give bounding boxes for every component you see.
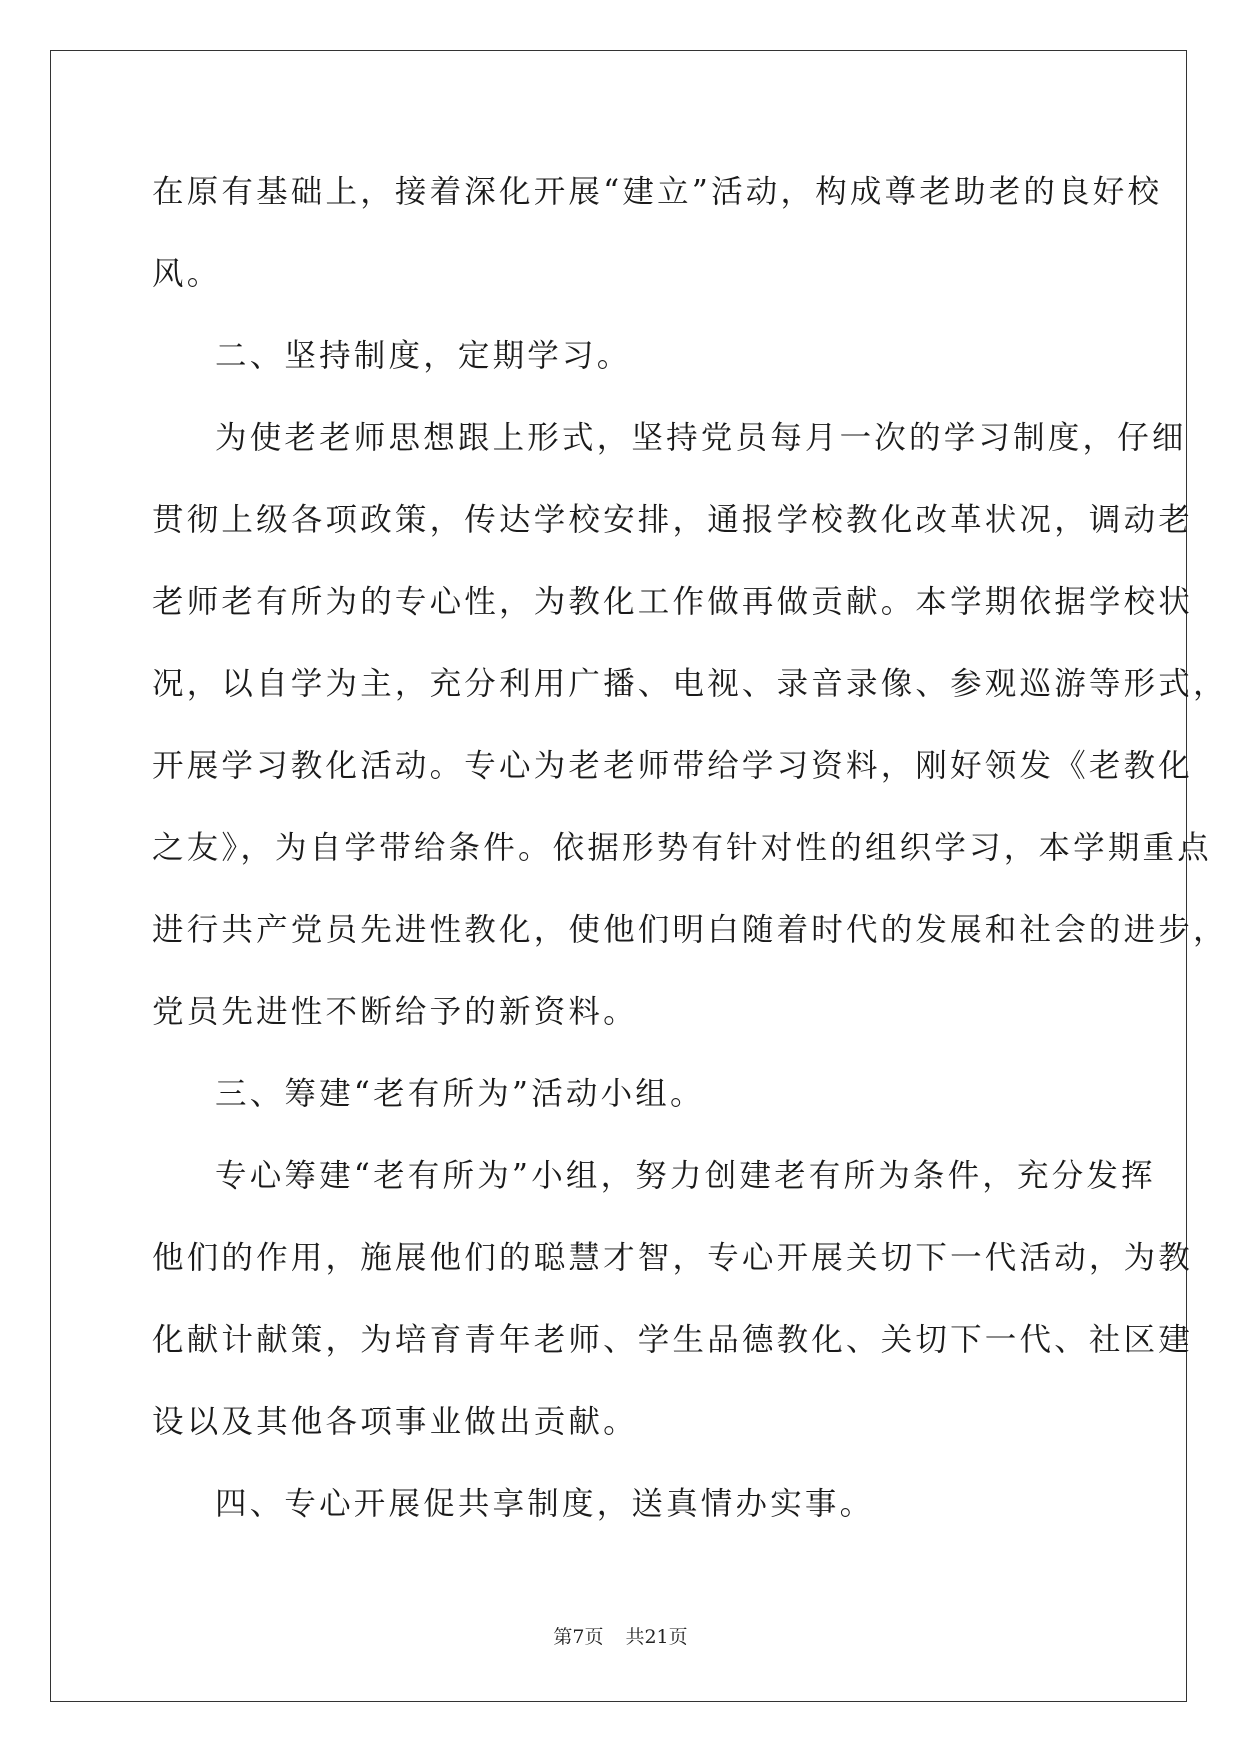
document-body (152, 160, 1228, 1554)
text-line: 开展学习教化活动。专心为老老师带给学习资料，刚好领发《老教化 (152, 748, 1194, 784)
text-line: 四、专心开展促共享制度，送真情办实事。 (215, 1486, 875, 1522)
page-footer (0, 1622, 1241, 1649)
text-line: 化献计献策，为培育青年老师、学生品德教化、关切下一代、社区建 (152, 1322, 1194, 1358)
text-line: 党员先进性不断给予的新资料。 (152, 994, 638, 1030)
text-line: 老师老有所为的专心性，为教化工作做再做贡献。本学期依据学校状 (152, 584, 1194, 620)
text-line: 贯彻上级各项政策，传达学校安排，通报学校教化改革状况，调动老 (152, 502, 1194, 538)
page-total: 共21页 (625, 1626, 688, 1648)
text-line: 之友》，为自学带给条件。依据形势有针对性的组织学习，本学期重点 (152, 830, 1212, 866)
text-line: 专心筹建“老有所为”小组，努力创建老有所为条件，充分发挥 (215, 1158, 1156, 1194)
text-line: 二、坚持制度，定期学习。 (215, 338, 632, 374)
text-line: 设以及其他各项事业做出贡献。 (152, 1404, 638, 1440)
text-line: 他们的作用，施展他们的聪慧才智，专心开展关切下一代活动，为教 (152, 1240, 1194, 1276)
text-line: 风。 (152, 256, 222, 292)
text-line: 况，以自学为主，充分利用广播、电视、录音录像、参观巡游等形式， (152, 666, 1228, 702)
text-line: 在原有基础上，接着深化开展“建立”活动，构成尊老助老的良好校 (152, 174, 1163, 210)
text-line: 三、筹建“老有所为”活动小组。 (215, 1076, 705, 1112)
page-number: 第7页 (553, 1626, 604, 1648)
text-line: 为使老老师思想跟上形式，坚持党员每月一次的学习制度，仔细 (215, 420, 1187, 456)
text-line: 进行共产党员先进性教化，使他们明白随着时代的发展和社会的进步， (152, 912, 1228, 948)
